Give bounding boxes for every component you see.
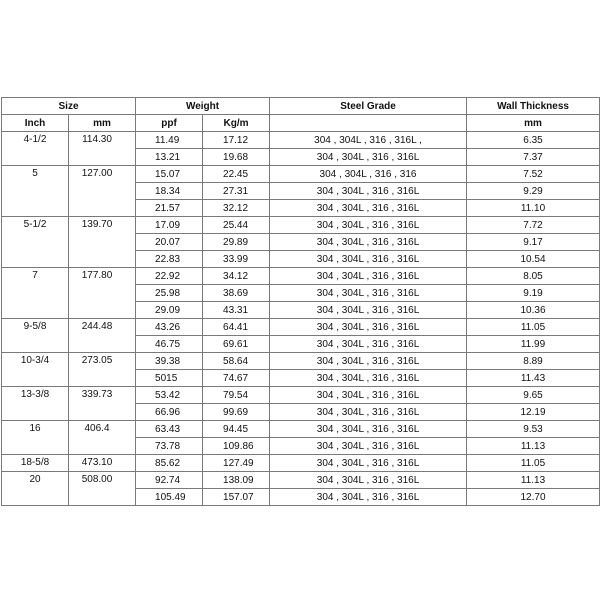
steel-grade-cell: 304 , 304L , 316 , 316L — [270, 200, 467, 217]
wall-thickness-cell: 11.43 — [467, 370, 600, 387]
wall-thickness-cell: 11.10 — [467, 200, 600, 217]
steel-grade-cell: 304 , 304L , 316 , 316L — [270, 421, 467, 438]
ppf-cell: 85.62 — [136, 455, 203, 472]
wall-thickness-cell: 11.05 — [467, 319, 600, 336]
kgm-cell: 29.89 — [203, 234, 270, 251]
ppf-cell: 39.38 — [136, 353, 203, 370]
size-inch-cell: 13-3/8 — [2, 387, 69, 421]
steel-grade-cell: 304 , 304L , 316 , 316L — [270, 370, 467, 387]
table-row — [2, 217, 600, 234]
table-row — [2, 166, 600, 183]
ppf-cell: 73.78 — [136, 438, 203, 455]
kgm-header: Kg/m — [203, 115, 270, 132]
table-row — [2, 455, 600, 472]
kgm-cell: 109.86 — [203, 438, 270, 455]
size-mm-cell: 139.70 — [69, 217, 136, 268]
ppf-cell: 22.83 — [136, 251, 203, 268]
ppf-cell: 63.43 — [136, 421, 203, 438]
kgm-cell: 99.69 — [203, 404, 270, 421]
size-inch-cell: 20 — [2, 472, 69, 506]
wall-thickness-cell: 9.19 — [467, 285, 600, 302]
size-inch-cell: 5-1/2 — [2, 217, 69, 268]
size-mm-cell: 244.48 — [69, 319, 136, 353]
wall-thickness-cell: 9.65 — [467, 387, 600, 404]
kgm-cell: 94.45 — [203, 421, 270, 438]
ppf-cell: 18.34 — [136, 183, 203, 200]
table-row — [2, 421, 600, 438]
ppf-cell: 25.98 — [136, 285, 203, 302]
size-mm-cell: 473.10 — [69, 455, 136, 472]
table-body — [2, 132, 600, 506]
steel-grade-cell: 304 , 304L , 316 , 316L — [270, 455, 467, 472]
wall-thickness-header: Wall Thickness — [467, 98, 600, 115]
wall-thickness-cell: 10.36 — [467, 302, 600, 319]
size-inch-cell: 10-3/4 — [2, 353, 69, 387]
table-row — [2, 132, 600, 149]
ppf-cell: 29.09 — [136, 302, 203, 319]
wall-thickness-cell: 7.52 — [467, 166, 600, 183]
kgm-cell: 64.41 — [203, 319, 270, 336]
size-mm-cell: 339.73 — [69, 387, 136, 421]
wall-thickness-cell: 12.19 — [467, 404, 600, 421]
steel-grade-cell: 304 , 304L , 316 , 316L — [270, 404, 467, 421]
ppf-cell: 105.49 — [136, 489, 203, 506]
kgm-cell: 17.12 — [203, 132, 270, 149]
table-row — [2, 268, 600, 285]
grade-subheader-empty — [270, 115, 467, 132]
steel-grade-cell: 304 , 304L , 316 , 316L — [270, 438, 467, 455]
header-row-top — [2, 98, 600, 115]
size-mm-cell: 177.80 — [69, 268, 136, 319]
ppf-cell: 43.26 — [136, 319, 203, 336]
ppf-cell: 66.96 — [136, 404, 203, 421]
steel-grade-cell: 304 , 304L , 316 , 316L — [270, 336, 467, 353]
steel-grade-cell: 304 , 304L , 316 , 316L — [270, 183, 467, 200]
kgm-cell: 157.07 — [203, 489, 270, 506]
steel-grade-cell: 304 , 304L , 316 , 316L — [270, 217, 467, 234]
steel-grade-cell: 304 , 304L , 316 , 316L — [270, 387, 467, 404]
wall-thickness-cell: 11.05 — [467, 455, 600, 472]
steel-grade-cell: 304 , 304L , 316 , 316L — [270, 285, 467, 302]
size-mm-cell: 406.4 — [69, 421, 136, 455]
pipe-spec-table — [1, 97, 600, 506]
header-row-sub — [2, 115, 600, 132]
steel-grade-cell: 304 , 304L , 316 , 316L — [270, 353, 467, 370]
wall-thickness-cell: 9.17 — [467, 234, 600, 251]
wall-thickness-cell: 6.35 — [467, 132, 600, 149]
kgm-cell: 27.31 — [203, 183, 270, 200]
ppf-cell: 17.09 — [136, 217, 203, 234]
kgm-cell: 69.61 — [203, 336, 270, 353]
steel-grade-cell: 304 , 304L , 316 , 316L — [270, 489, 467, 506]
ppf-cell: 53.42 — [136, 387, 203, 404]
wall-mm-header: mm — [467, 115, 600, 132]
kgm-cell: 33.99 — [203, 251, 270, 268]
table-row — [2, 353, 600, 370]
steel-grade-cell: 304 , 304L , 316 , 316L — [270, 302, 467, 319]
wall-thickness-cell: 7.37 — [467, 149, 600, 166]
ppf-cell: 15.07 — [136, 166, 203, 183]
ppf-cell: 46.75 — [136, 336, 203, 353]
kgm-cell: 22.45 — [203, 166, 270, 183]
kgm-cell: 32.12 — [203, 200, 270, 217]
kgm-cell: 79.54 — [203, 387, 270, 404]
ppf-cell: 11.49 — [136, 132, 203, 149]
steel-grade-cell: 304 , 304L , 316 , 316 — [270, 166, 467, 183]
steel-grade-cell: 304 , 304L , 316 , 316L — [270, 149, 467, 166]
kgm-cell: 19.68 — [203, 149, 270, 166]
kgm-cell: 58.64 — [203, 353, 270, 370]
size-mm-cell: 508.00 — [69, 472, 136, 506]
ppf-header: ppf — [136, 115, 203, 132]
wall-thickness-cell: 12.70 — [467, 489, 600, 506]
ppf-cell: 21.57 — [136, 200, 203, 217]
steel-grade-cell: 304 , 304L , 316 , 316L — [270, 472, 467, 489]
wall-thickness-cell: 7.72 — [467, 217, 600, 234]
wall-thickness-cell: 10.54 — [467, 251, 600, 268]
size-inch-cell: 16 — [2, 421, 69, 455]
size-inch-cell: 7 — [2, 268, 69, 319]
kgm-cell: 138.09 — [203, 472, 270, 489]
kgm-cell: 43.31 — [203, 302, 270, 319]
size-inch-cell: 4-1/2 — [2, 132, 69, 166]
steel-grade-cell: 304 , 304L , 316 , 316L — [270, 251, 467, 268]
wall-thickness-cell: 11.13 — [467, 472, 600, 489]
kgm-cell: 25.44 — [203, 217, 270, 234]
wall-thickness-cell: 8.89 — [467, 353, 600, 370]
wall-thickness-cell: 11.99 — [467, 336, 600, 353]
ppf-cell: 20.07 — [136, 234, 203, 251]
table-row — [2, 319, 600, 336]
table-row — [2, 387, 600, 404]
ppf-cell: 13.21 — [136, 149, 203, 166]
ppf-cell: 92.74 — [136, 472, 203, 489]
kgm-cell: 34.12 — [203, 268, 270, 285]
steel-grade-cell: 304 , 304L , 316 , 316L — [270, 319, 467, 336]
kgm-cell: 127.49 — [203, 455, 270, 472]
size-inch-cell: 5 — [2, 166, 69, 217]
size-mm-cell: 273.05 — [69, 353, 136, 387]
kgm-cell: 38.69 — [203, 285, 270, 302]
ppf-cell: 5015 — [136, 370, 203, 387]
size-mm-cell: 127.00 — [69, 166, 136, 217]
inch-header: Inch — [2, 115, 69, 132]
steel-grade-cell: 304 , 304L , 316 , 316L , — [270, 132, 467, 149]
steel-grade-cell: 304 , 304L , 316 , 316L — [270, 234, 467, 251]
size-header: Size — [2, 98, 136, 115]
steel-grade-header: Steel Grade — [270, 98, 467, 115]
table-row — [2, 472, 600, 489]
size-inch-cell: 18-5/8 — [2, 455, 69, 472]
wall-thickness-cell: 9.29 — [467, 183, 600, 200]
size-inch-cell: 9-5/8 — [2, 319, 69, 353]
size-mm-cell: 114.30 — [69, 132, 136, 166]
ppf-cell: 22.92 — [136, 268, 203, 285]
weight-header: Weight — [136, 98, 270, 115]
kgm-cell: 74.67 — [203, 370, 270, 387]
mm-header: mm — [69, 115, 136, 132]
wall-thickness-cell: 11.13 — [467, 438, 600, 455]
wall-thickness-cell: 8.05 — [467, 268, 600, 285]
wall-thickness-cell: 9.53 — [467, 421, 600, 438]
steel-grade-cell: 304 , 304L , 316 , 316L — [270, 268, 467, 285]
